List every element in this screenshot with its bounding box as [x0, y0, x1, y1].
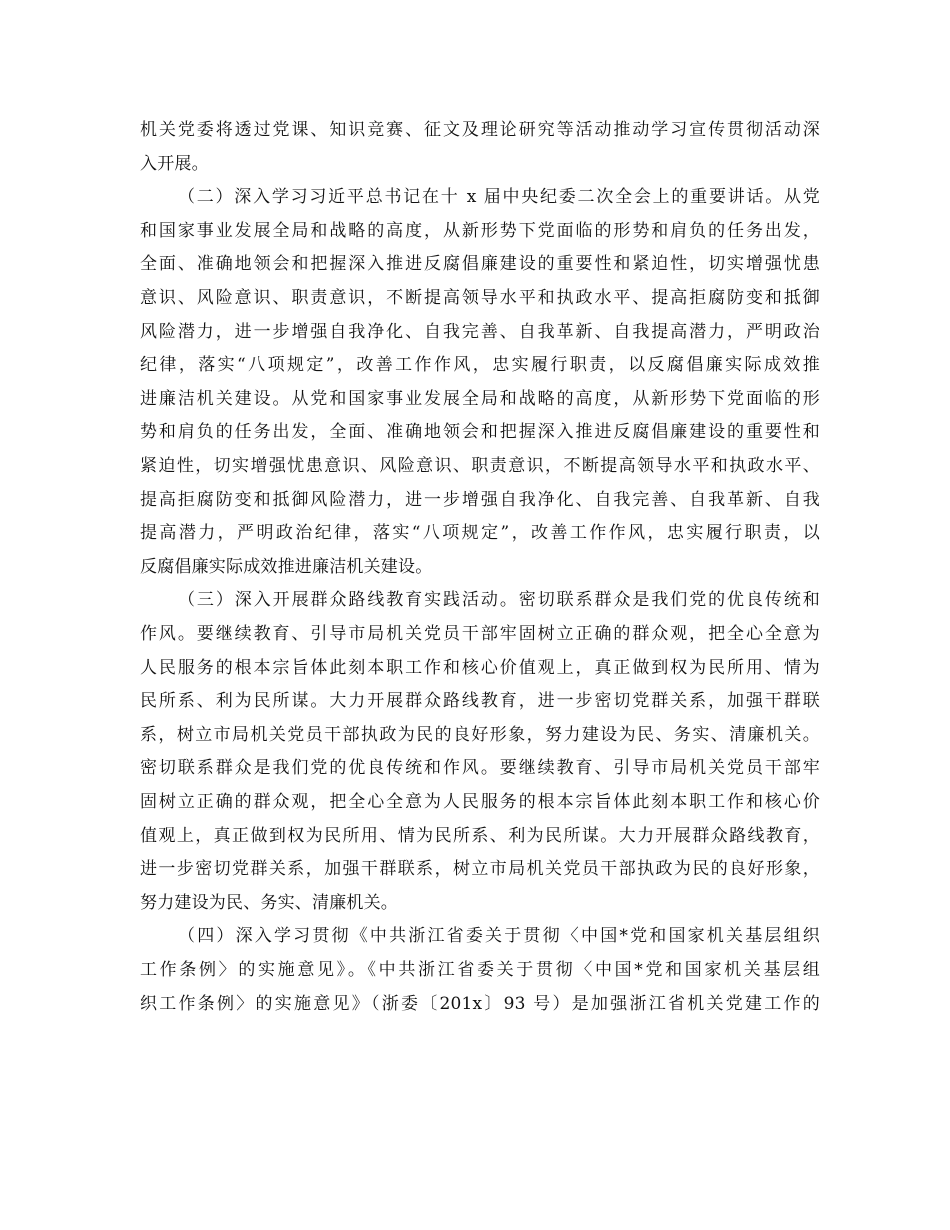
text-line: 人民服务的根本宗旨体此刻本职工作和核心价值观上，真正做到权为民所用、情为	[140, 657, 820, 678]
text-line: 势和肩负的任务出发，全面、准确地领会和把握深入推进反腐倡廉建设的重要性和	[140, 422, 820, 443]
text-line: 提高潜力，严明政治纪律，落实“八项规定”，改善工作作风，忠实履行职责，以	[140, 523, 820, 544]
text-line: （二）深入学习习近平总书记在十 x 届中央纪委二次全会上的重要讲话。从党	[178, 187, 820, 208]
text-line: 紧迫性，切实增强忧患意识、风险意识、职责意识，不断提高领导水平和执政水平、	[140, 456, 820, 476]
text-line: 努力建设为民、务实、清廉机关。	[140, 892, 398, 913]
text-line: 全面、准确地领会和把握深入推进反腐倡廉建设的重要性和紧迫性，切实增强忧患	[140, 254, 820, 275]
text-line: 进一步密切党群关系，加强干群联系，树立市局机关党员干部执政为民的良好形象，	[140, 859, 820, 880]
text-line: 提高拒腐防变和抵御风险潜力，进一步增强自我净化、自我完善、自我革新、自我	[140, 489, 820, 510]
text-line: 风险潜力，进一步增强自我净化、自我完善、自我革新、自我提高潜力，严明政治	[140, 321, 820, 342]
text-line: 进廉洁机关建设。从党和国家事业发展全局和战略的高度，从新形势下党面临的形	[140, 388, 820, 409]
text-line: 意识、风险意识、职责意识，不断提高领导水平和执政水平、提高拒腐防变和抵御	[140, 288, 820, 308]
text-line: 反腐倡廉实际成效推进廉洁机关建设。	[140, 556, 433, 577]
text-line: 民所系、利为民所谋。大力开展群众路线教育，进一步密切党群关系，加强干群联	[140, 691, 820, 712]
text-line: 密切联系群众是我们党的优良传统和作风。要继续教育、引导市局机关党员干部牢	[140, 758, 820, 779]
text-line: 作风。要继续教育、引导市局机关党员干部牢固树立正确的群众观，把全心全意为	[140, 624, 820, 644]
text-line: 纪律，落实“八项规定”，改善工作作风，忠实履行职责，以反腐倡廉实际成效推	[140, 355, 820, 376]
text-line: 和国家事业发展全局和战略的高度，从新形势下党面临的形势和肩负的任务出发，	[140, 220, 820, 241]
text-line: 工作条例〉的实施意见》。《中共浙江省委关于贯彻〈中国*党和国家机关基层组	[140, 960, 820, 980]
text-line: （三）深入开展群众路线教育实践活动。密切联系群众是我们党的优良传统和	[178, 590, 820, 611]
text-line: 机关党委将透过党课、知识竞赛、征文及理论研究等活动推动学习宣传贯彻活动深	[140, 120, 820, 140]
text-line: 系，树立市局机关党员干部执政为民的良好形象，努力建设为民、务实、清廉机关。	[140, 724, 820, 745]
text-line: 入开展。	[140, 153, 209, 174]
text-line: 值观上，真正做到权为民所用、情为民所系、利为民所谋。大力开展群众路线教育，	[140, 825, 820, 846]
text-line: 固树立正确的群众观，把全心全意为人民服务的根本宗旨体此刻本职工作和核心价	[140, 792, 820, 812]
text-line: （四）深入学习贯彻《中共浙江省委关于贯彻〈中国*党和国家机关基层组织	[178, 926, 820, 947]
text-line: 织工作条例〉的实施意见》（浙委〔201x〕93 号）是加强浙江省机关党建工作的	[140, 993, 820, 1014]
